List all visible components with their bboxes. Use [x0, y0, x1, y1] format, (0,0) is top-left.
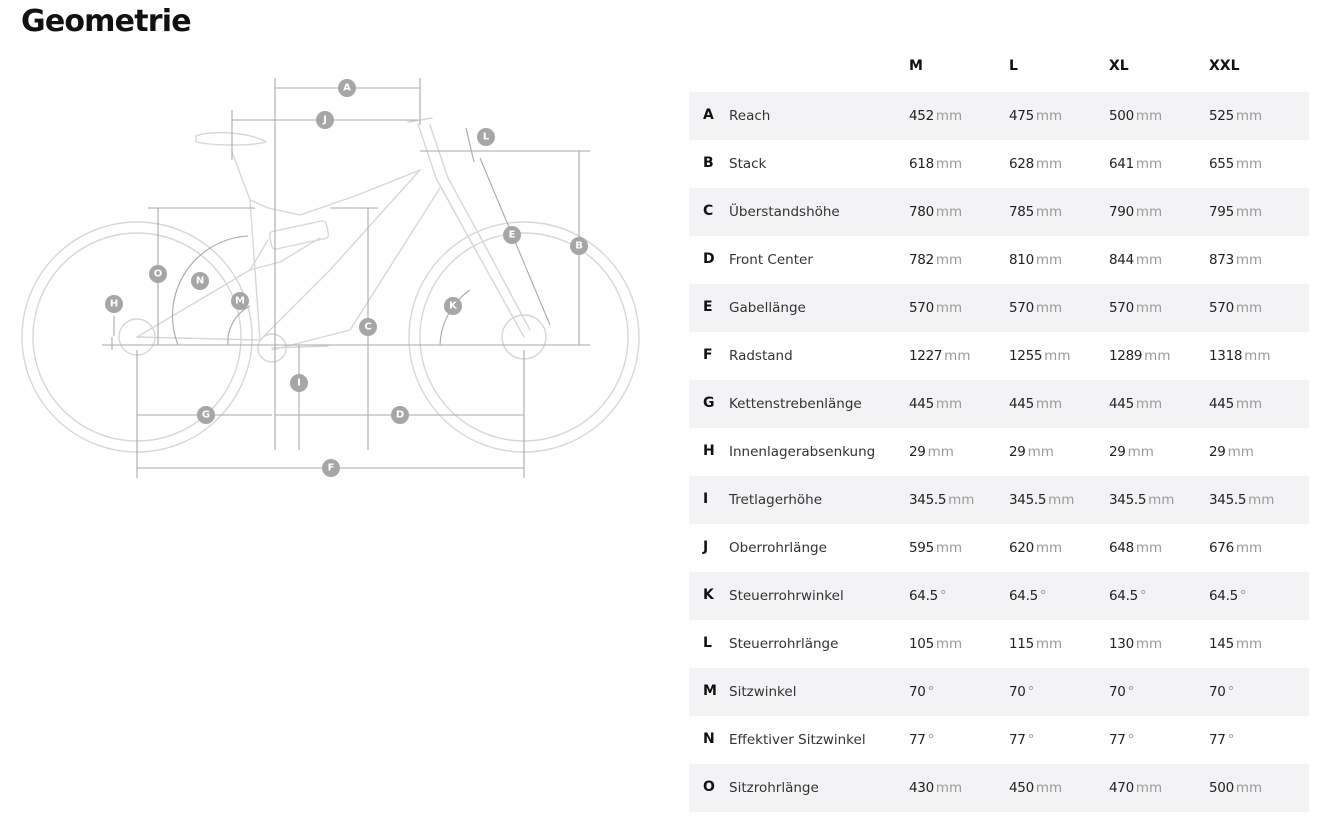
value-unit: mm [935, 108, 963, 124]
size-header-m: M [909, 58, 923, 74]
row-label: Front Center [729, 252, 813, 268]
svg-text:B: B [575, 240, 583, 252]
value-number: 70 [1009, 684, 1026, 700]
dimension-marker-G [197, 406, 215, 424]
dimension-marker-D [391, 406, 409, 424]
value-unit: mm [1235, 780, 1263, 796]
svg-text:N: N [195, 275, 205, 287]
value-cell-xl [1109, 396, 1162, 412]
value-cell-xl [1109, 732, 1134, 748]
value-unit: mm [935, 396, 963, 412]
svg-text:F: F [327, 462, 335, 474]
value-number: 795 [1209, 204, 1234, 220]
row-letter: N [703, 731, 715, 747]
value-cell-m [909, 780, 962, 796]
value-unit: mm [1035, 156, 1063, 172]
value-cell-m [909, 348, 970, 364]
value-unit: ° [1127, 732, 1135, 748]
row-letter: B [703, 155, 714, 171]
value-cell-l [1009, 732, 1034, 748]
value-unit: ° [1227, 732, 1235, 748]
value-number: 115 [1009, 636, 1034, 652]
value-unit: mm [935, 156, 963, 172]
value-unit: mm [1035, 108, 1063, 124]
value-unit: ° [927, 684, 935, 700]
value-cell-xl [1109, 636, 1162, 652]
row-letter: E [703, 299, 713, 315]
value-cell-xxl [1209, 636, 1262, 652]
value-cell-l [1009, 636, 1062, 652]
value-number: 873 [1209, 252, 1234, 268]
dimension-lines [102, 78, 590, 478]
value-cell-xxl [1209, 540, 1262, 556]
value-unit: mm [1135, 780, 1163, 796]
row-label: Gabellänge [729, 300, 806, 316]
value-number: 64.5 [1109, 588, 1138, 604]
value-number: 1227 [909, 348, 943, 364]
value-cell-xxl [1209, 780, 1262, 796]
value-cell-m [909, 492, 974, 508]
value-cell-xxl [1209, 684, 1234, 700]
value-unit: mm [1235, 156, 1263, 172]
table-row [689, 764, 1309, 812]
value-unit: mm [1144, 348, 1171, 364]
value-number: 145 [1209, 636, 1234, 652]
value-number: 64.5 [909, 588, 938, 604]
value-unit: mm [1135, 636, 1163, 652]
value-number: 790 [1109, 204, 1134, 220]
svg-text:L: L [482, 131, 490, 143]
bike-illustration [22, 118, 639, 452]
dimension-marker-E [503, 226, 521, 244]
value-cell-xl [1109, 300, 1162, 316]
value-unit: mm [1044, 348, 1071, 364]
value-cell-xl [1109, 540, 1162, 556]
table-row [689, 332, 1309, 380]
value-number: 782 [909, 252, 934, 268]
value-cell-m [909, 636, 962, 652]
row-letter: J [703, 539, 709, 555]
value-number: 29 [1009, 444, 1026, 460]
value-unit: mm [944, 348, 971, 364]
value-number: 77 [909, 732, 926, 748]
row-letter: A [703, 107, 714, 123]
value-number: 655 [1209, 156, 1234, 172]
value-number: 475 [1009, 108, 1034, 124]
row-label: Tretlagerhöhe [729, 492, 823, 508]
dimension-marker-B [570, 237, 588, 255]
value-number: 570 [1009, 300, 1034, 316]
value-unit: ° [1039, 588, 1047, 604]
svg-text:J: J [323, 114, 327, 126]
value-unit: ° [1127, 684, 1135, 700]
value-cell-xxl [1209, 492, 1274, 508]
value-cell-l [1009, 348, 1070, 364]
value-unit: mm [1027, 444, 1054, 460]
dimension-marker-I [290, 374, 308, 392]
value-number: 570 [909, 300, 934, 316]
row-letter: D [703, 251, 715, 267]
value-unit: mm [935, 252, 963, 268]
value-number: 64.5 [1009, 588, 1038, 604]
value-cell-l [1009, 396, 1062, 412]
row-label: Stack [729, 156, 767, 172]
value-number: 345.5 [1009, 492, 1047, 508]
value-number: 676 [1209, 540, 1234, 556]
value-unit: mm [1135, 108, 1163, 124]
value-unit: mm [935, 204, 963, 220]
value-cell-m [909, 204, 962, 220]
value-unit: mm [1135, 156, 1163, 172]
value-cell-l [1009, 540, 1062, 556]
value-cell-l [1009, 108, 1062, 124]
dimension-marker-N [191, 272, 209, 290]
value-number: 810 [1009, 252, 1034, 268]
value-number: 29 [909, 444, 926, 460]
value-cell-xxl [1209, 204, 1262, 220]
value-number: 445 [909, 396, 934, 412]
row-label: Steuerrohrwinkel [729, 588, 844, 604]
value-unit: ° [1139, 588, 1147, 604]
value-number: 618 [909, 156, 934, 172]
value-cell-xl [1109, 156, 1162, 172]
table-body [689, 92, 1309, 812]
row-label: Oberrohrlänge [729, 540, 827, 556]
row-label: Innenlagerabsenkung [729, 444, 876, 460]
value-unit: mm [935, 300, 963, 316]
svg-text:A: A [343, 82, 351, 94]
table-row [689, 188, 1309, 236]
value-unit: ° [927, 732, 935, 748]
value-cell-m [909, 252, 962, 268]
value-number: 780 [909, 204, 934, 220]
dimension-marker-O [149, 265, 167, 283]
dimension-marker-K [444, 297, 462, 315]
value-unit: ° [1227, 684, 1235, 700]
value-cell-m [909, 156, 962, 172]
value-cell-l [1009, 588, 1047, 604]
value-number: 620 [1009, 540, 1034, 556]
value-number: 29 [1109, 444, 1126, 460]
value-cell-xl [1109, 108, 1162, 124]
value-unit: mm [1135, 540, 1163, 556]
value-unit: mm [1235, 540, 1263, 556]
value-number: 29 [1209, 444, 1226, 460]
value-cell-l [1009, 780, 1062, 796]
value-number: 445 [1109, 396, 1134, 412]
table-row [689, 524, 1309, 572]
bike-geometry-diagram [0, 60, 660, 500]
value-unit: ° [1239, 588, 1247, 604]
value-unit: mm [1035, 780, 1063, 796]
svg-text:H: H [109, 298, 119, 310]
row-letter: L [703, 635, 712, 651]
row-letter: O [703, 779, 715, 795]
value-cell-xxl [1209, 348, 1270, 364]
page-title: Geometrie [21, 4, 191, 39]
value-number: 570 [1109, 300, 1134, 316]
value-number: 130 [1109, 636, 1134, 652]
value-unit: mm [935, 780, 963, 796]
table-row [689, 668, 1309, 716]
value-cell-m [909, 396, 962, 412]
row-letter: H [703, 443, 715, 459]
svg-text:E: E [508, 229, 516, 241]
value-unit: ° [1027, 684, 1035, 700]
value-cell-m [909, 108, 962, 124]
value-unit: mm [1035, 396, 1063, 412]
value-unit: ° [939, 588, 947, 604]
svg-text:G: G [201, 409, 211, 421]
value-cell-xl [1109, 204, 1162, 220]
value-number: 445 [1009, 396, 1034, 412]
value-number: 500 [1109, 108, 1134, 124]
value-cell-xl [1109, 348, 1170, 364]
svg-text:I: I [297, 377, 301, 389]
value-cell-m [909, 540, 962, 556]
value-unit: mm [1127, 444, 1154, 460]
row-label: Reach [729, 108, 771, 124]
value-unit: mm [935, 636, 963, 652]
value-number: 70 [1209, 684, 1226, 700]
svg-text:D: D [395, 409, 405, 421]
value-unit: mm [1235, 204, 1263, 220]
value-cell-l [1009, 252, 1062, 268]
row-label: Überstandshöhe [729, 204, 840, 220]
value-unit: ° [1027, 732, 1035, 748]
value-number: 470 [1109, 780, 1134, 796]
value-cell-m [909, 684, 934, 700]
svg-text:O: O [153, 268, 163, 280]
size-header-xl: XL [1109, 58, 1129, 74]
value-unit: mm [1135, 300, 1163, 316]
value-cell-l [1009, 300, 1062, 316]
size-header-xxl: XXL [1209, 58, 1240, 74]
value-number: 450 [1009, 780, 1034, 796]
value-unit: mm [1135, 396, 1163, 412]
value-cell-xxl [1209, 300, 1262, 316]
row-label: Radstand [729, 348, 793, 364]
svg-text:M: M [235, 295, 245, 307]
value-unit: mm [1235, 636, 1263, 652]
value-cell-xxl [1209, 444, 1254, 460]
value-unit: mm [1035, 636, 1063, 652]
value-unit: mm [935, 540, 963, 556]
dimension-marker-M [231, 292, 249, 310]
value-number: 500 [1209, 780, 1234, 796]
value-cell-xl [1109, 444, 1154, 460]
value-number: 77 [1209, 732, 1226, 748]
value-cell-xl [1109, 780, 1162, 796]
row-letter: K [703, 587, 714, 603]
value-unit: mm [1227, 444, 1254, 460]
value-cell-l [1009, 492, 1074, 508]
value-number: 452 [909, 108, 934, 124]
row-letter: I [703, 491, 709, 507]
value-number: 345.5 [1209, 492, 1247, 508]
value-cell-xl [1109, 684, 1134, 700]
value-number: 595 [909, 540, 934, 556]
value-cell-xl [1109, 252, 1162, 268]
table-row [689, 140, 1309, 188]
svg-text:C: C [364, 321, 372, 333]
value-number: 430 [909, 780, 934, 796]
row-label: Sitzrohrlänge [729, 780, 819, 796]
value-cell-m [909, 588, 947, 604]
dimension-marker-H [105, 295, 123, 313]
geometry-table [689, 44, 1309, 812]
value-cell-xl [1109, 492, 1174, 508]
dimension-marker-L [477, 128, 495, 146]
value-number: 64.5 [1209, 588, 1238, 604]
row-letter: C [703, 203, 714, 219]
value-number: 1289 [1109, 348, 1143, 364]
table-row [689, 284, 1309, 332]
value-cell-l [1009, 444, 1054, 460]
value-cell-xxl [1209, 108, 1262, 124]
row-label: Steuerrohrlänge [729, 636, 839, 652]
value-unit: mm [948, 492, 975, 508]
value-unit: mm [1235, 252, 1263, 268]
value-unit: mm [1244, 348, 1271, 364]
value-cell-m [909, 300, 962, 316]
value-cell-xxl [1209, 396, 1262, 412]
table-row [689, 572, 1309, 620]
value-unit: mm [1148, 492, 1175, 508]
value-unit: mm [1135, 204, 1163, 220]
value-number: 785 [1009, 204, 1034, 220]
value-cell-xxl [1209, 588, 1247, 604]
value-number: 77 [1109, 732, 1126, 748]
value-unit: mm [1235, 396, 1263, 412]
value-number: 445 [1209, 396, 1234, 412]
table-row [689, 620, 1309, 668]
value-number: 648 [1109, 540, 1134, 556]
table-row [689, 428, 1309, 476]
value-unit: mm [1235, 300, 1263, 316]
table-row [689, 92, 1309, 140]
value-cell-l [1009, 204, 1062, 220]
value-number: 105 [909, 636, 934, 652]
value-number: 844 [1109, 252, 1134, 268]
value-unit: mm [1235, 108, 1263, 124]
value-number: 628 [1009, 156, 1034, 172]
value-unit: mm [1248, 492, 1275, 508]
value-cell-m [909, 444, 954, 460]
value-cell-l [1009, 156, 1062, 172]
size-header-l: L [1009, 58, 1018, 74]
row-letter: M [703, 683, 717, 699]
table-row [689, 236, 1309, 284]
row-label: Sitzwinkel [729, 684, 797, 700]
value-number: 345.5 [1109, 492, 1147, 508]
value-number: 641 [1109, 156, 1134, 172]
svg-text:K: K [449, 300, 457, 312]
dimension-marker-C [359, 318, 377, 336]
dimension-marker-A [338, 79, 356, 97]
value-unit: mm [1048, 492, 1075, 508]
table-header [689, 44, 1309, 92]
value-unit: mm [1135, 252, 1163, 268]
value-unit: mm [1035, 204, 1063, 220]
table-row [689, 380, 1309, 428]
table-row [689, 716, 1309, 764]
value-number: 70 [909, 684, 926, 700]
row-label: Effektiver Sitzwinkel [729, 732, 866, 748]
value-unit: mm [1035, 300, 1063, 316]
value-unit: mm [1035, 540, 1063, 556]
dimension-marker-F [322, 459, 340, 477]
value-number: 77 [1009, 732, 1026, 748]
row-letter: F [703, 347, 713, 363]
row-label: Kettenstrebenlänge [729, 396, 862, 412]
value-number: 525 [1209, 108, 1234, 124]
value-cell-m [909, 732, 934, 748]
value-cell-l [1009, 684, 1034, 700]
dimension-marker-J [316, 111, 334, 129]
value-cell-xxl [1209, 732, 1234, 748]
value-cell-xxl [1209, 252, 1262, 268]
value-number: 1318 [1209, 348, 1243, 364]
value-unit: mm [927, 444, 954, 460]
value-number: 1255 [1009, 348, 1043, 364]
value-number: 70 [1109, 684, 1126, 700]
table-row [689, 476, 1309, 524]
value-unit: mm [1035, 252, 1063, 268]
value-cell-xl [1109, 588, 1147, 604]
value-number: 345.5 [909, 492, 947, 508]
value-cell-xxl [1209, 156, 1262, 172]
row-letter: G [703, 395, 715, 411]
value-number: 570 [1209, 300, 1234, 316]
